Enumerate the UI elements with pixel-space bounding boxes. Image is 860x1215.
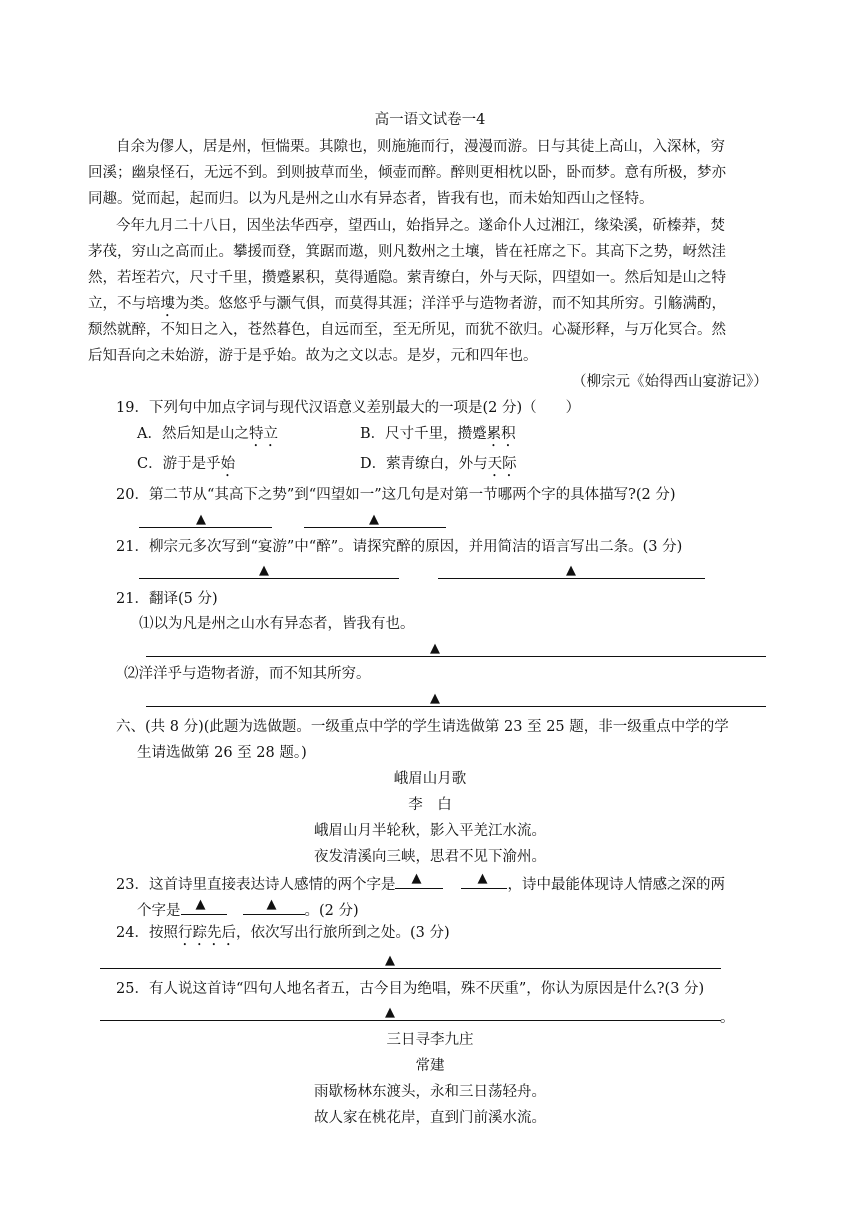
passage-line: 自余为僇人，居是州，恒惴栗。其隙也，则施施而行，漫漫而游。日与其徒上高山，入深林，穷 — [116, 139, 725, 155]
answer-marker: ▲ — [430, 641, 440, 656]
poem-title: 峨眉山月歌 — [393, 771, 467, 787]
page-title: 高一语文试卷一4 — [374, 112, 486, 128]
answer-marker: ▲ — [566, 563, 576, 578]
question-21-translate: 21．翻译(5 分) — [116, 591, 218, 607]
question-20-stem: 20．第二节从“其高下之势”到“四望如一”这几句是对第一节哪两个字的具体描写?(2 分) — [116, 487, 676, 503]
answer-blank[interactable] — [100, 968, 721, 969]
translate-sentence-2: ⑵洋洋乎与造物者游，而不知其所穷。 — [124, 666, 371, 682]
section-6-instructions: 六、(共 8 分)(此题为选做题。一级重点中学的学生请选做第 23 至 25 题，非一级重点中学的学 — [116, 719, 729, 735]
passage-line: 颓然就醉，不知日之入，苍然暮色，自远而至，至无所见，而犹不欲归。心凝形释，与万化冥合。然 — [88, 322, 726, 338]
translate-sentence-1: ⑴以为凡是州之山水有异态者，皆我有也。 — [139, 616, 415, 632]
poem-line: 夜发清溪向三峡，思君不见下渝州。 — [314, 849, 546, 865]
poem-author: 常建 — [415, 1058, 445, 1074]
answer-marker: ▲ — [385, 953, 395, 968]
answer-marker: ▲ — [430, 691, 440, 706]
question-21-stem: 21．柳宗元多次写到“宴游”中“醉”。请探究醉的原因，并用简洁的语言写出二条。(3 分) — [116, 539, 683, 555]
question-19-stem: 19．下列句中加点字词与现代汉语意义差别最大的一项是(2 分)（ ） — [116, 400, 581, 416]
question-24-stem: 24．按照行踪先后，依次写出行旅所到之处。(3 分) — [116, 925, 450, 941]
passage-text: 为类。悠悠乎与灏气俱，而莫得其涯；洋洋乎与造物者游，而不知其所穷。引觞满酌， — [175, 296, 726, 312]
answer-blank[interactable] — [100, 1020, 721, 1021]
dotted-word: 特立 — [248, 426, 278, 442]
passage-line: 回溪；幽泉怪石，无远不到。到则披草而坐，倾壶而醉。醉则更相枕以卧，卧而梦。意有所极，梦亦 — [88, 165, 726, 181]
passage-line: 同趣。觉而起，起而归。以为凡是州之山水有异态者，皆我有也，而未始知西山之怪特。 — [88, 191, 654, 207]
question-23-stem: 个字是 ▲ ▲ 。(2 分) — [137, 897, 359, 919]
passage-line: 今年九月二十八日，因坐法华西亭，望西山，始指异之。遂命仆人过湘江，缘染溪，斫榛莽，焚 — [116, 218, 725, 234]
option-c: C．游于是乎始 — [137, 456, 236, 472]
passage-text: 立，不与培 — [88, 296, 161, 312]
poem-author: 李 白 — [408, 797, 452, 813]
dotted-word: 累积 — [486, 426, 516, 442]
poem-line: 峨眉山月半轮秋，影入平羌江水流。 — [314, 823, 546, 839]
answer-blank[interactable]: ▲ — [461, 872, 507, 889]
answer-blank[interactable] — [146, 706, 766, 707]
question-23-stem: 23．这首诗里直接表达诗人感情的两个字是 ▲ ▲ ，诗中最能体现诗人情感之深的两 — [116, 871, 725, 893]
passage-source: （柳宗元《始得西山宴游记》） — [572, 374, 768, 390]
option-d: D．萦青缭白，外与天际 — [360, 456, 517, 472]
passage-line: 茅茷，穷山之高而止。攀援而登，箕踞而遨，则凡数州之土壤，皆在衽席之下。其高下之势，岈然洼 — [88, 244, 726, 260]
answer-marker: ▲ — [369, 512, 379, 527]
option-a: A．然后知是山之特立 — [137, 426, 278, 442]
answer-end-mark: 。 — [720, 1010, 735, 1026]
passage-line — [88, 294, 726, 320]
answer-blank[interactable]: ▲ — [395, 872, 443, 889]
poem-line: 故人家在桃花岸，直到门前溪水流。 — [314, 1110, 546, 1126]
dotted-word: 天际 — [487, 456, 517, 472]
poem-title: 三日寻李九庄 — [386, 1032, 474, 1048]
dotted-word: 行踪先后 — [177, 925, 236, 941]
dotted-char: 塿 — [160, 296, 175, 312]
section-6-instructions: 生请选做第 26 至 28 题。) — [137, 745, 307, 761]
option-b: B．尺寸千里，攒蹙累积 — [360, 426, 516, 442]
question-25-stem: 25．有人说这首诗“四句人地名者五，古今目为绝唱，殊不厌重”，你认为原因是什么?(3 分) — [116, 981, 705, 997]
answer-blank[interactable]: ▲ — [181, 898, 227, 915]
answer-blank[interactable] — [146, 656, 766, 657]
poem-line: 雨歇杨林东渡头，永和三日荡轻舟。 — [314, 1084, 546, 1100]
answer-marker: ▲ — [385, 1005, 395, 1020]
answer-marker: ▲ — [196, 512, 206, 527]
passage-line: 然，若垤若穴，尺寸千里，攒蹙累积，莫得遁隐。萦青缭白，外与天际，四望如一。然后知是山之特 — [88, 270, 726, 286]
passage-line: 后知吾向之未始游，游于是乎始。故为之文以志。是岁，元和四年也。 — [88, 348, 538, 364]
answer-blank[interactable] — [139, 578, 399, 579]
answer-blank[interactable]: ▲ — [243, 898, 305, 915]
dotted-word: 始 — [220, 456, 236, 472]
answer-marker: ▲ — [259, 563, 269, 578]
